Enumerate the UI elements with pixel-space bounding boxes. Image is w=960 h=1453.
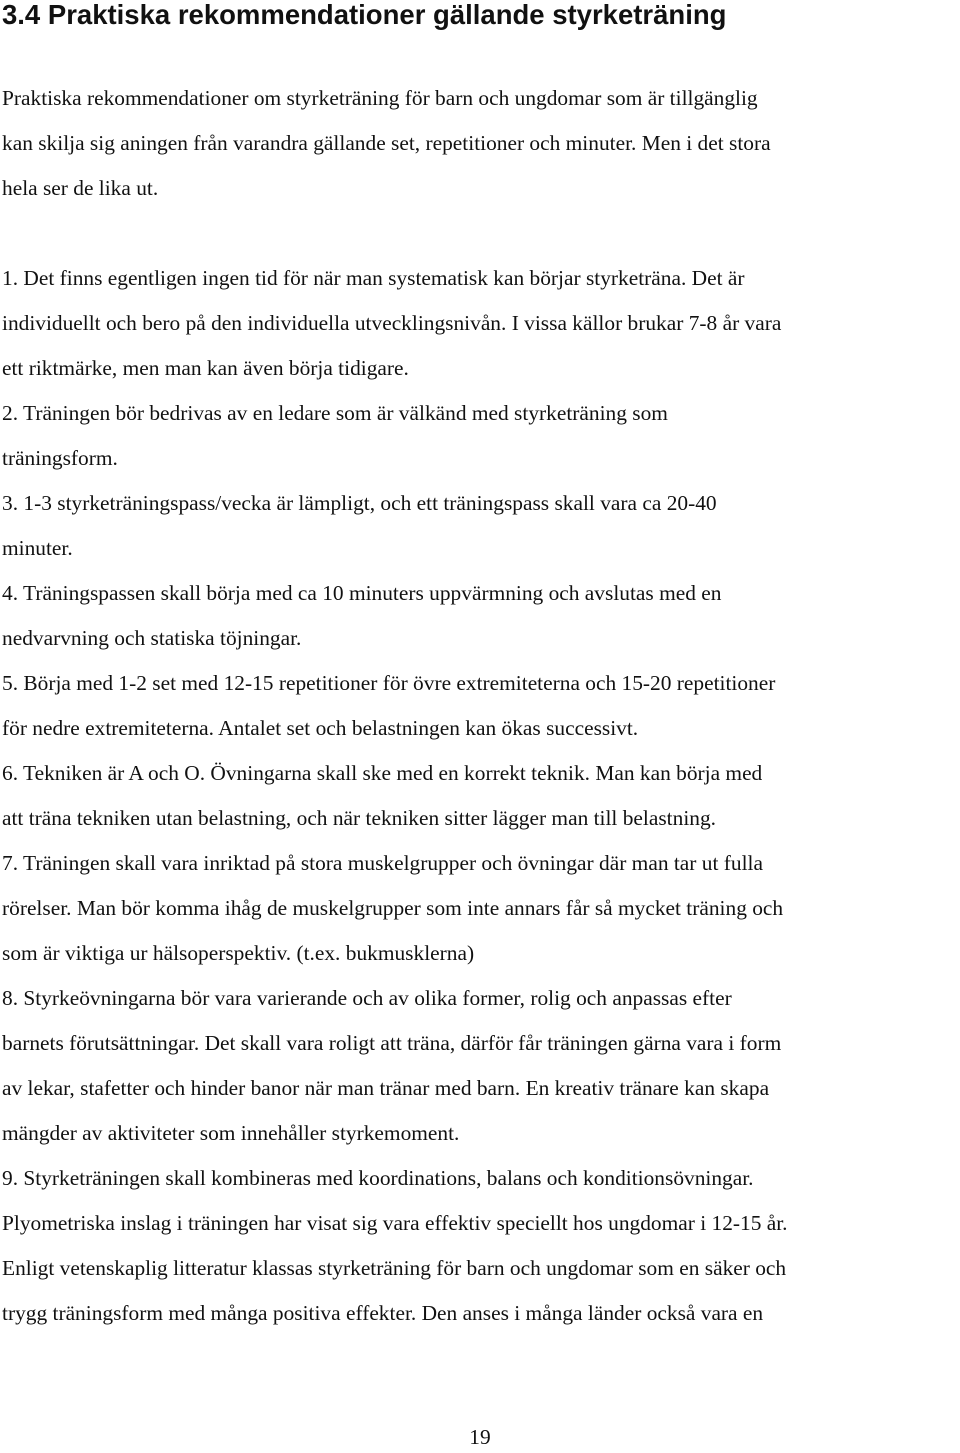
page-number: 19 (469, 1425, 491, 1449)
section-heading: 3.4 Praktiska rekommendationer gällande styrketräning (2, 0, 727, 30)
intro-paragraph: Praktiska rekommendationer om styrketräning för barn och ungdomar som är tillgänglig kan skilja sig aningen från varandra gällande set, repetitioner och minuter. Men i det stora hela ser de lika ut. (2, 86, 771, 200)
recommendation-item-5: 5. Börja med 1-2 set med 12-15 repetitioner för övre extremiteterna och 15-20 repetitioner för nedre extremiteterna. Antalet set och belastningen kan ökas successivt. (2, 671, 776, 740)
recommendation-item-6: 6. Tekniken är A och O. Övningarna skall ske med en korrekt teknik. Man kan börja med att träna tekniken utan belastning, och när tekniken sitter lägger man till belastning. (2, 761, 763, 830)
recommendation-item-1: 1. Det finns egentligen ingen tid för när man systematisk kan börjar styrketräna. Det är individuellt och bero på den individuella utvecklingsnivån. I vissa källor brukar 7-8 år vara ett riktmärke, men man kan även börja tidigare. (2, 266, 782, 380)
recommendation-item-8: 8. Styrkeövningarna bör vara varierande och av olika former, rolig och anpassas efter barnets förutsättningar. Det skall vara roligt att träna, därför får träningen gärna vara i form av lekar, stafetter och hinder banor när man tränar med barn. En kreativ tränare kan skapa mängder av aktiviteter som innehåller styrkemoment. (2, 986, 782, 1145)
recommendation-item-3: 3. 1-3 styrketräningspass/vecka är lämpligt, och ett träningspass skall vara ca 20-40 minuter. (2, 491, 717, 560)
recommendation-item-4: 4. Träningspassen skall börja med ca 10 minuters uppvärmning och avslutas med en nedvarvning och statiska töjningar. (2, 581, 722, 650)
body-text (2, 76, 960, 1336)
recommendation-item-2: 2. Träningen bör bedrivas av en ledare som är välkänd med styrketräning som träningsform. (2, 401, 668, 470)
recommendation-item-7: 7. Träningen skall vara inriktad på stora muskelgrupper och övningar där man tar ut fulla rörelser. Man bör komma ihåg de muskelgrupper som inte annars får så mycket träning och som är viktiga ur hälsoperspektiv. (t.ex. bukmusklerna) (2, 851, 784, 965)
recommendation-item-9: 9. Styrketräningen skall kombineras med koordinations, balans och konditionsövningar. Plyometriska inslag i träningen har visat sig vara effektiv speciellt hos ungdomar i 12-15 år. Enligt vetenskaplig litteratur klassas styrketräning för barn och ungdomar som en säker och trygg träningsform med många positiva effekter. Den anses i många länder också vara en (2, 1166, 788, 1325)
